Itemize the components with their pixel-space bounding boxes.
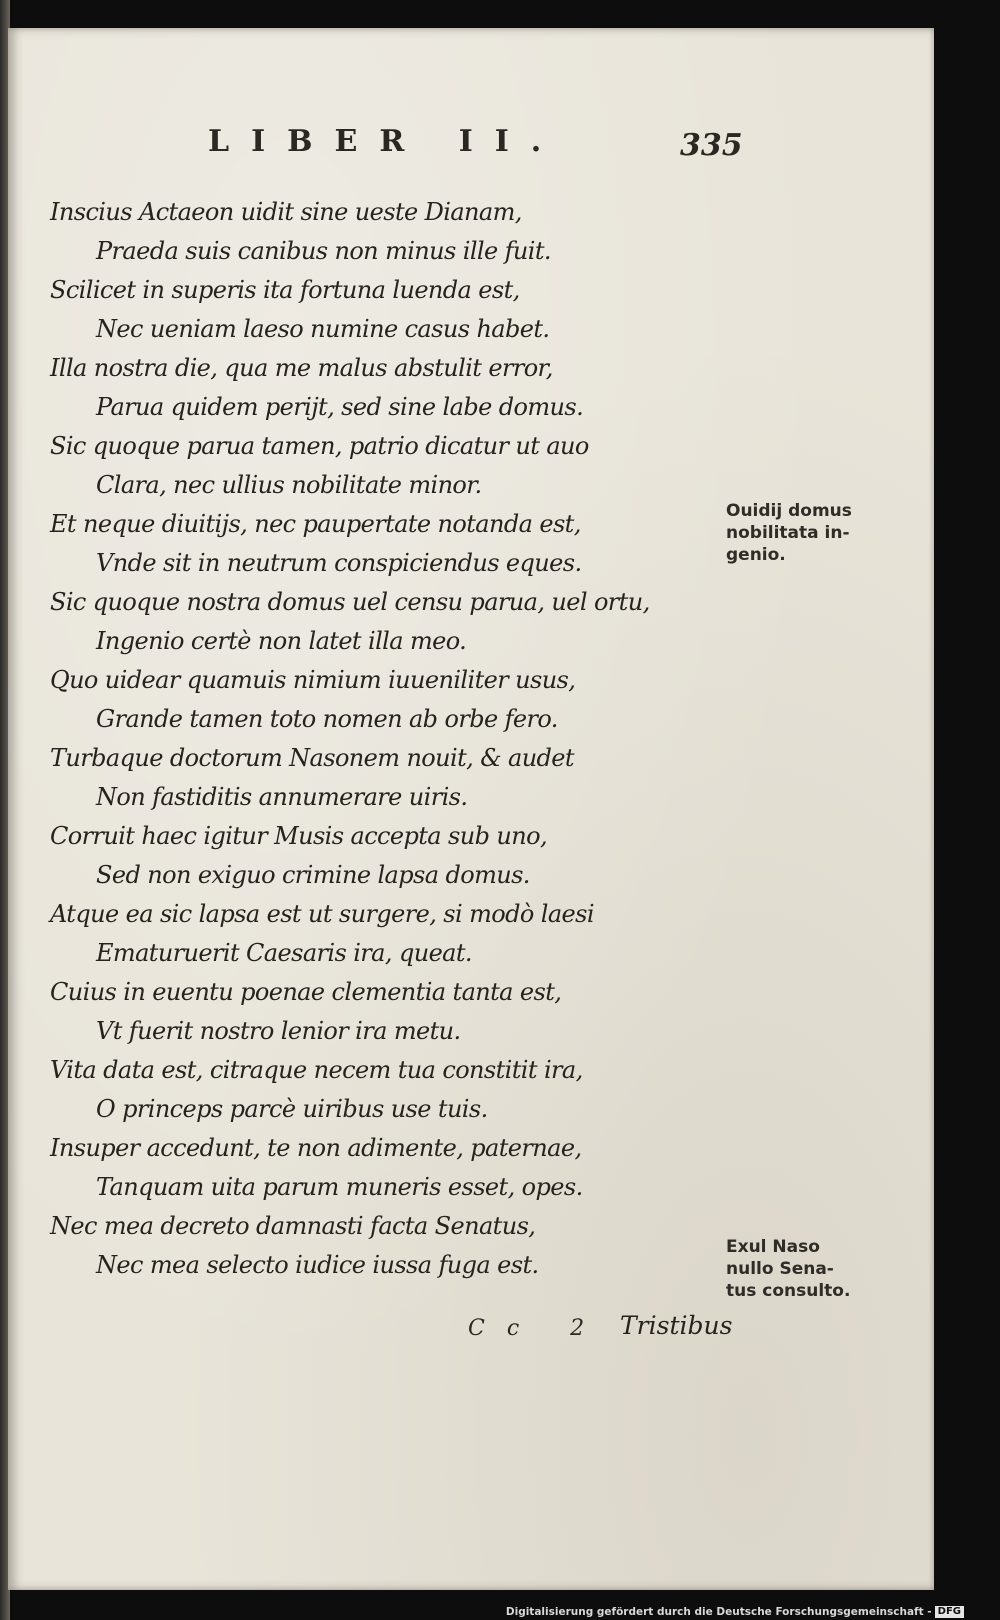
verse-line: Vnde sit in neutrum conspiciendus eques. [96,549,582,577]
verse-line: Ematuruerit Caesaris ira, queat. [96,939,472,967]
verse-line: Parua quidem perijt, sed sine labe domus. [96,393,584,421]
marginal-note-line: nobilitata in- [726,523,850,543]
running-title: LIBER II. [208,124,564,159]
verse-line: Vita data est, citraque necem tua constitit ira, [50,1056,583,1084]
book-page [8,28,934,1590]
verse-line: Clara, nec ullius nobilitate minor. [96,471,482,499]
marginal-note [726,1236,850,1302]
dfg-logo: DFG [935,1606,964,1618]
verse-line: Sic quoque parua tamen, patrio dicatur ut auo [50,432,589,460]
verse-line: Illa nostra die, qua me malus abstulit error, [50,354,553,382]
marginal-note-line: Ouidij domus [726,501,852,521]
page-number: 335 [680,128,743,163]
verse-line: Grande tamen toto nomen ab orbe fero. [96,705,558,733]
verse-line: O princeps parcè uiribus use tuis. [96,1095,488,1123]
verse-line: Quo uidear quamuis nimium iuueniliter usus, [50,666,576,694]
marginal-note-line: nullo Sena- [726,1259,834,1279]
marginal-note-line: tus consulto. [726,1281,851,1301]
verse-line: Nec mea decreto damnasti facta Senatus, [50,1212,536,1240]
verse-line: Corruit haec igitur Musis accepta sub uno, [50,822,547,850]
catchword: Tristibus [620,1311,733,1340]
verse-line: Scilicet in superis ita fortuna luenda est, [50,276,520,304]
verse-line: Et neque diuitijs, nec paupertate notanda est, [50,510,581,538]
verse-line: Tanquam uita parum muneris esset, opes. [96,1173,583,1201]
verse-line: Turbaque doctorum Nasonem nouit, & audet [50,744,574,772]
verse-line: Nec ueniam laeso numine casus habet. [96,315,550,343]
verse-line: Non fastiditis annumerare uiris. [96,783,468,811]
signature-mark: Cc 2 [468,1316,607,1341]
marginal-note [726,500,852,566]
verse-line: Insuper accedunt, te non adimente, paternae, [50,1134,582,1162]
verse-line: Vt fuerit nostro lenior ira metu. [96,1017,461,1045]
verse-line: Cuius in euentu poenae clementia tanta est, [50,978,562,1006]
verse-line: Inscius Actaeon uidit sine ueste Dianam, [50,198,522,226]
marginal-note-line: genio. [726,545,786,565]
verse-line: Sic quoque nostra domus uel censu parua, uel ortu, [50,588,650,616]
verse-list [50,193,650,1285]
credit-text: Digitalisierung gefördert durch die Deutsche Forschungsgemeinschaft - [505,1606,932,1618]
verse-line: Sed non exiguo crimine lapsa domus. [96,861,530,889]
verse-line: Praeda suis canibus non minus ille fuit. [96,237,551,265]
verse-line: Ingenio certè non latet illa meo. [96,627,467,655]
verse-line: Nec mea selecto iudice iussa fuga est. [96,1251,539,1279]
digitization-credit [506,1606,964,1618]
marginal-note-line: Exul Naso [726,1237,820,1257]
verse-line: Atque ea sic lapsa est ut surgere, si modò laesi [50,900,594,928]
